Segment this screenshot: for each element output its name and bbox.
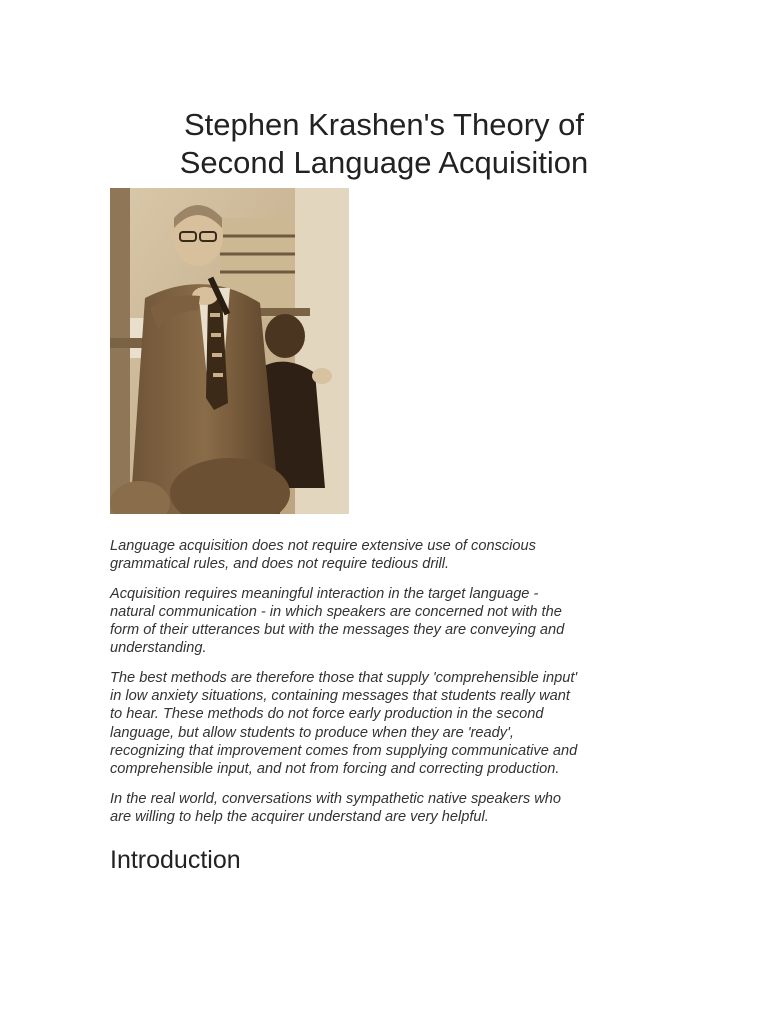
paragraph-2 xyxy=(110,585,658,658)
title-line-2: Second Language Acquisition xyxy=(179,145,589,180)
paragraph-line: understanding. xyxy=(110,640,207,657)
paragraph-1 xyxy=(110,537,658,574)
paragraph-4 xyxy=(110,790,658,827)
page-title xyxy=(110,106,658,182)
paragraph-line: in low anxiety situations, containing messages that students really want xyxy=(110,688,570,705)
paragraph-line: comprehensible input, and not from forcing and correcting production. xyxy=(110,761,560,778)
paragraph-line: Language acquisition does not require extensive use of conscious xyxy=(110,538,536,554)
paragraph-line: language, but allow students to produce when they are 'ready', xyxy=(110,724,514,741)
paragraph-line: to hear. These methods do not force early production in the second xyxy=(110,706,544,723)
section-heading-introduction: Introduction xyxy=(110,846,241,874)
paragraph-line: grammatical rules, and does not require tedious drill. xyxy=(110,556,450,573)
paragraph-line: are willing to help the acquirer understand are very helpful. xyxy=(110,808,489,825)
paragraph-3 xyxy=(110,669,658,779)
paragraph-line: form of their utterances but with the messages they are conveying and xyxy=(110,622,565,639)
paragraph-line: The best methods are therefore those that supply 'comprehensible input' xyxy=(110,669,578,686)
lecturer-photo xyxy=(110,188,349,514)
paragraph-line: recognizing that improvement comes from supplying communicative and xyxy=(110,742,578,759)
lecturer-photo-icon xyxy=(110,188,349,514)
body-text xyxy=(110,537,658,837)
title-line-1: Stephen Krashen's Theory of xyxy=(184,107,584,142)
paragraph-line: natural communication - in which speakers are concerned not with the xyxy=(110,603,562,620)
paragraph-line: Acquisition requires meaningful interaction in the target language - xyxy=(110,585,539,602)
paragraph-line: In the real world, conversations with sympathetic native speakers who xyxy=(110,790,562,807)
